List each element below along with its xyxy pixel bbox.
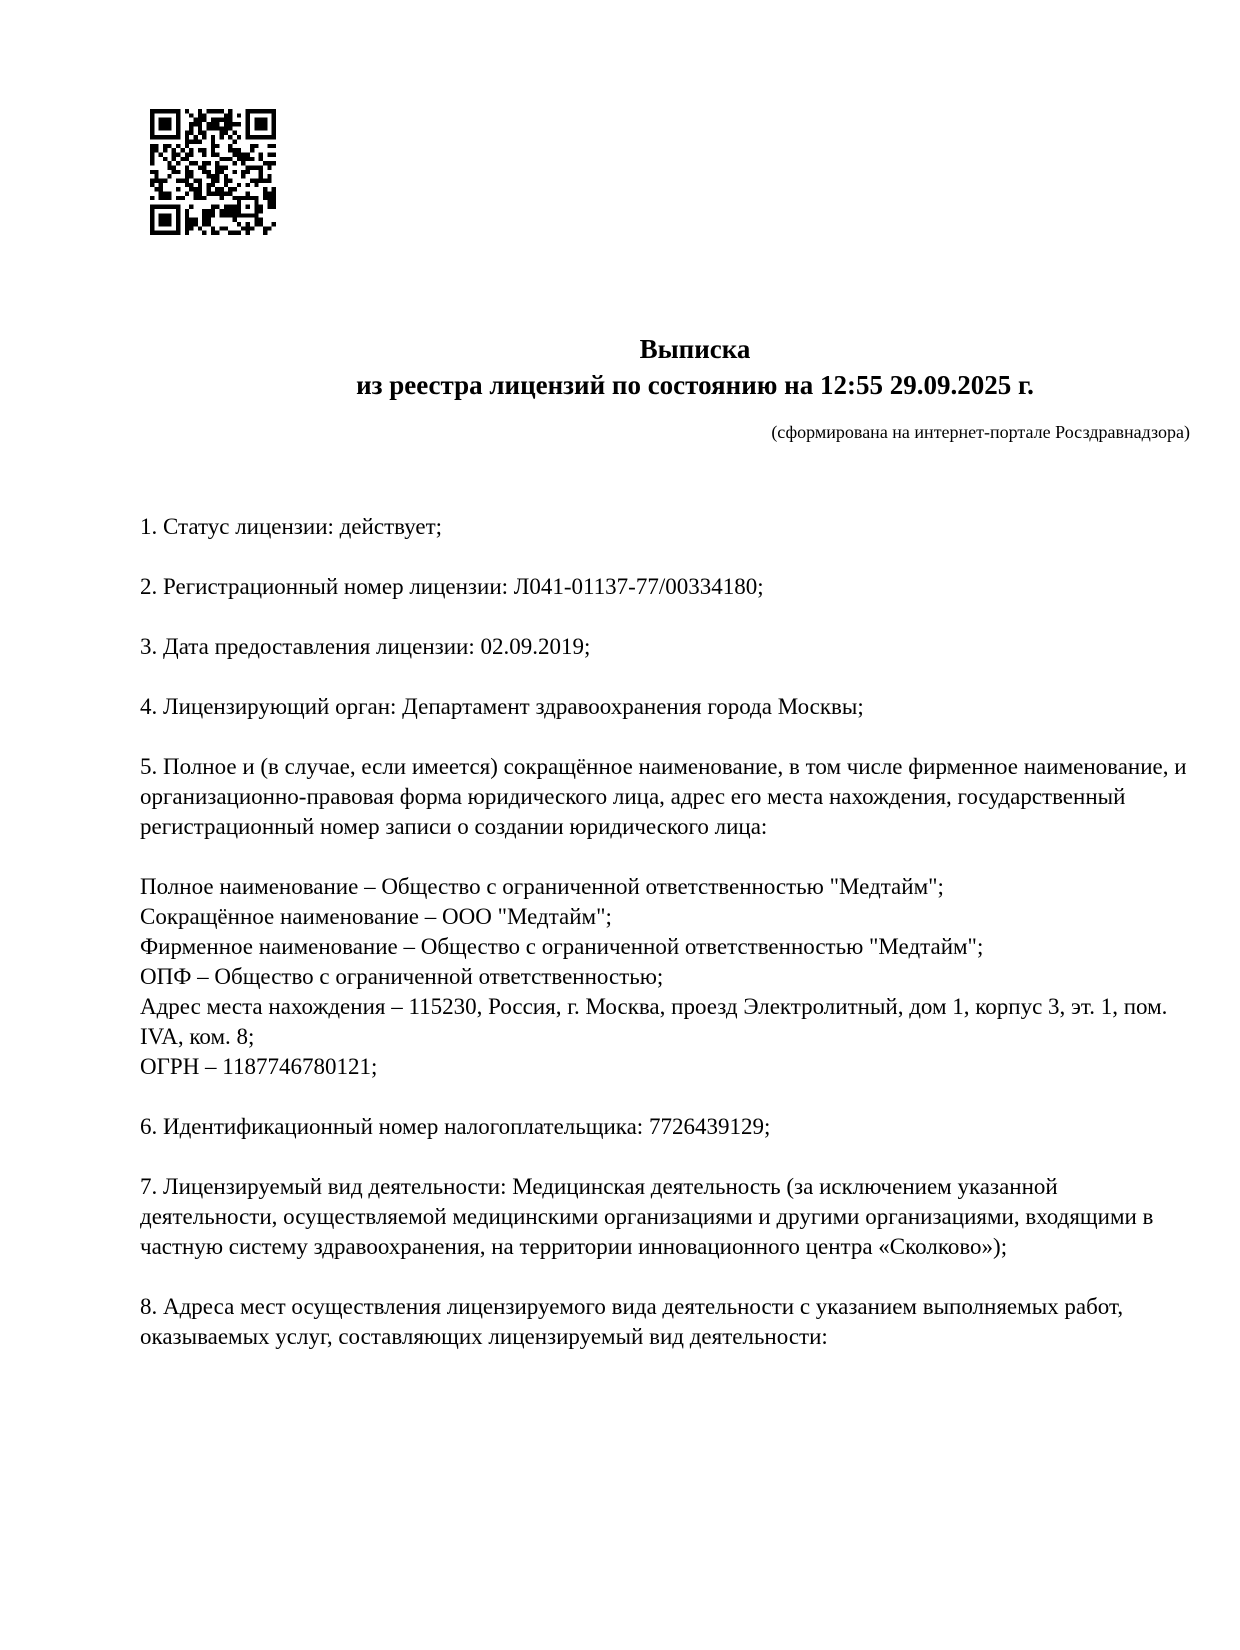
qr-code-icon: [150, 109, 276, 235]
org-brand-name-line: Фирменное наименование – Общество с ограниченной ответственностью "Медтайм";: [140, 934, 984, 959]
document-title: [140, 331, 1190, 403]
entity-info-intro-paragraph: 5. Полное и (в случае, если имеется) сокращённое наименование, в том числе фирменное наименование, и организационно-правовая форма юридического лица, адрес его места нахождения, государственный регистрационный номер записи о создании юридического лица:: [140, 754, 1187, 839]
licensing-authority-line: 4. Лицензирующий орган: Департамент здравоохранения города Москвы;: [140, 694, 864, 719]
license-grant-date-line: 3. Дата предоставления лицензии: 02.09.2019;: [140, 634, 591, 659]
org-full-name-line: Полное наименование – Общество с ограниченной ответственностью "Медтайм";: [140, 874, 944, 899]
license-reg-number-line: 2. Регистрационный номер лицензии: Л041-01137-77/00334180;: [140, 574, 764, 599]
org-address-line: Адрес места нахождения – 115230, Россия, г. Москва, проезд Электролитный, дом 1, корпус 3, эт. 1, пом. IVA, ком. 8;: [140, 994, 1168, 1049]
document-subtitle: (сформирована на интернет-портале Росздравнадзора): [771, 422, 1190, 442]
org-short-name-line: Сокращённое наименование – ООО "Медтайм";: [140, 904, 612, 929]
license-status-line: 1. Статус лицензии: действует;: [140, 514, 443, 539]
org-legal-form-line: ОПФ – Общество с ограниченной ответственностью;: [140, 964, 664, 989]
document-title-line1: Выписка: [639, 334, 751, 364]
taxpayer-inn-line: 6. Идентификационный номер налогоплательщика: 7726439129;: [140, 1114, 771, 1139]
document-title-line2: из реестра лицензий по состоянию на 12:55 29.09.2025 г.: [356, 370, 1034, 400]
activity-addresses-intro-paragraph: 8. Адреса мест осуществления лицензируемого вида деятельности с указанием выполняемых работ, оказываемых услуг, составляющих лицензируемый вид деятельности:: [140, 1294, 1124, 1349]
document-body: [140, 512, 1190, 1382]
organization-details-block: [140, 872, 1190, 1082]
licensed-activity-paragraph: 7. Лицензируемый вид деятельности: Медицинская деятельность (за исключением указанной деятельности, осуществляемой медицинскими организациями и другими организациями, входящими в частную систему здравоохранения, на территории инновационного центра «Сколково»);: [140, 1174, 1154, 1259]
org-ogrn-line: ОГРН – 1187746780121;: [140, 1054, 378, 1079]
